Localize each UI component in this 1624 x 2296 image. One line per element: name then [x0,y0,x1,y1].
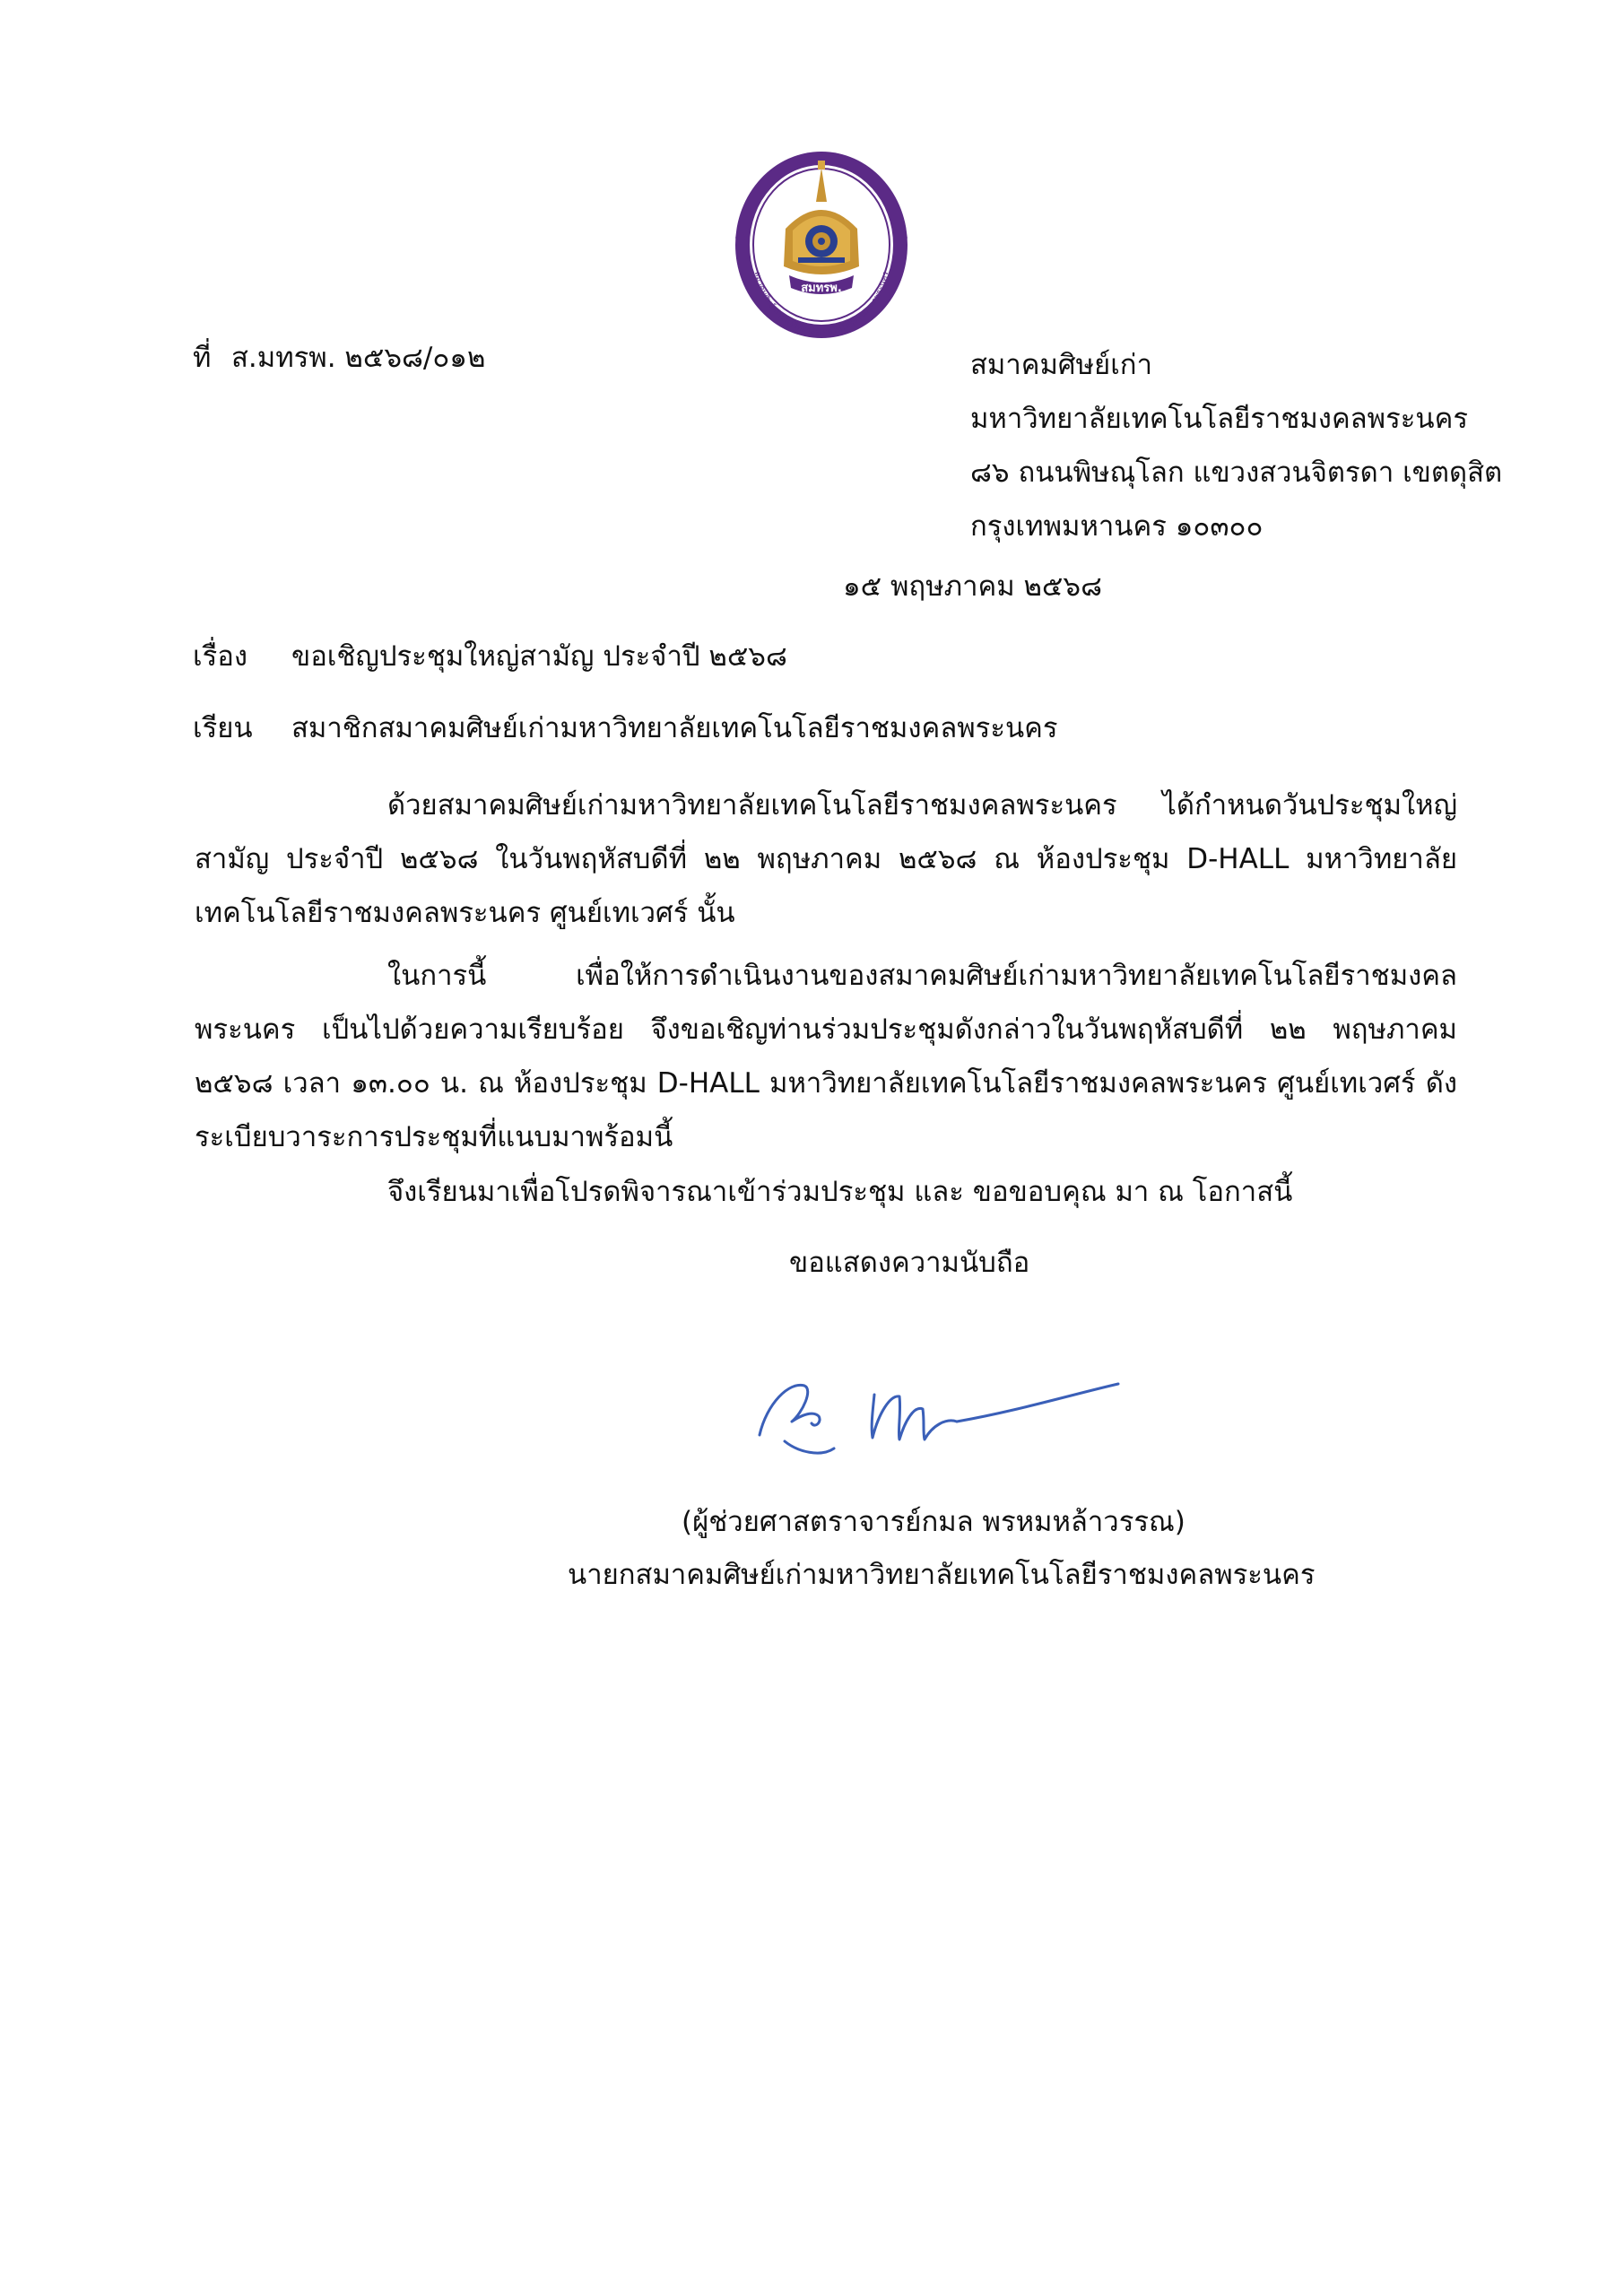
subject-label: เรื่อง [193,640,248,673]
reference-number-label: ที่ [193,342,212,374]
association-logo [734,148,909,341]
sender-address [970,338,1502,553]
recipient-text: สมาชิกสมาคมศิษย์เก่ามหาวิทยาลัยเทคโนโลยีราชมงคลพระนคร [291,712,1058,744]
closing-request: จึงเรียนมาเพื่อโปรดพิจารณาเข้าร่วมประชุม และ ขอขอบคุณ มา ณ โอกาสนี้ [387,1176,1293,1208]
address-line: ๘๖ ถนนพิษณุโลก แขวงสวนจิตรดา เขตดุสิต [970,457,1503,489]
letter-date: ๑๕ พฤษภาคม ๒๕๖๘ [843,570,1102,603]
paragraph-text: ในการนี้ เพื่อให้การดำเนินงานของสมาคมศิษย์เก่ามหาวิทยาลัยเทคโนโลยีราชมงคลพระนคร เป็นไปด้วยความเรียบร้อย จึงขอเชิญท่านร่วมประชุมดังกล่าวในวันพฤหัสบดีที่ ๒๒ พฤษภาคม ๒๕๖๘ เวลา ๑๓.๐๐ น. ณ ห้องประชุม D-HALL มหาวิทยาลัยเทคโนโลยีราชมงคลพระนคร ศูนย์เทเวศร์ ดังระเบียบวาระการประชุมที่แนบมาพร้อมนี้ [195,960,1457,1153]
body-paragraph-2 [195,949,1457,1164]
address-line: สมาคมศิษย์เก่า [970,349,1152,381]
signatory-name: (ผู้ช่วยศาสตราจารย์กมล พรหมหล้าวรรณ) [682,1506,1185,1538]
subject-text: ขอเชิญประชุมใหญ่สามัญ ประจำปี ๒๕๖๘ [291,640,787,673]
body-paragraph-1 [195,778,1457,940]
recipient-label: เรียน [193,712,253,744]
reference-number: ส.มทรพ. ๒๕๖๘/๐๑๒ [231,342,486,374]
logo-emblem-text: สมทรพ. [801,282,842,295]
closing-salutation: ขอแสดงความนับถือ [789,1247,1030,1279]
handwritten-signature [749,1359,1125,1475]
address-line: กรุงเทพมหานคร ๑๐๓๐๐ [970,510,1264,543]
signatory-position: นายกสมาคมศิษย์เก่ามหาวิทยาลัยเทคโนโลยีราชมงคลพระนคร [568,1559,1316,1591]
address-line: มหาวิทยาลัยเทคโนโลยีราชมงคลพระนคร [970,403,1468,435]
logo-ring-text: สมาคมศิษย์เก่ามหาวิทยาลัยเทคโนโลยีราชมงคลพระนคร [751,270,891,338]
paragraph-text: ด้วยสมาคมศิษย์เก่ามหาวิทยาลัยเทคโนโลยีราชมงคลพระนคร ได้กำหนดวันประชุมใหญ่สามัญ ประจำปี ๒๕๖๘ ในวันพฤหัสบดีที่ ๒๒ พฤษภาคม ๒๕๖๘ ณ ห้องประชุม D-HALL มหาวิทยาลัยเทคโนโลยีราชมงคลพระนคร ศูนย์เทเวศร์ นั้น [195,789,1457,929]
